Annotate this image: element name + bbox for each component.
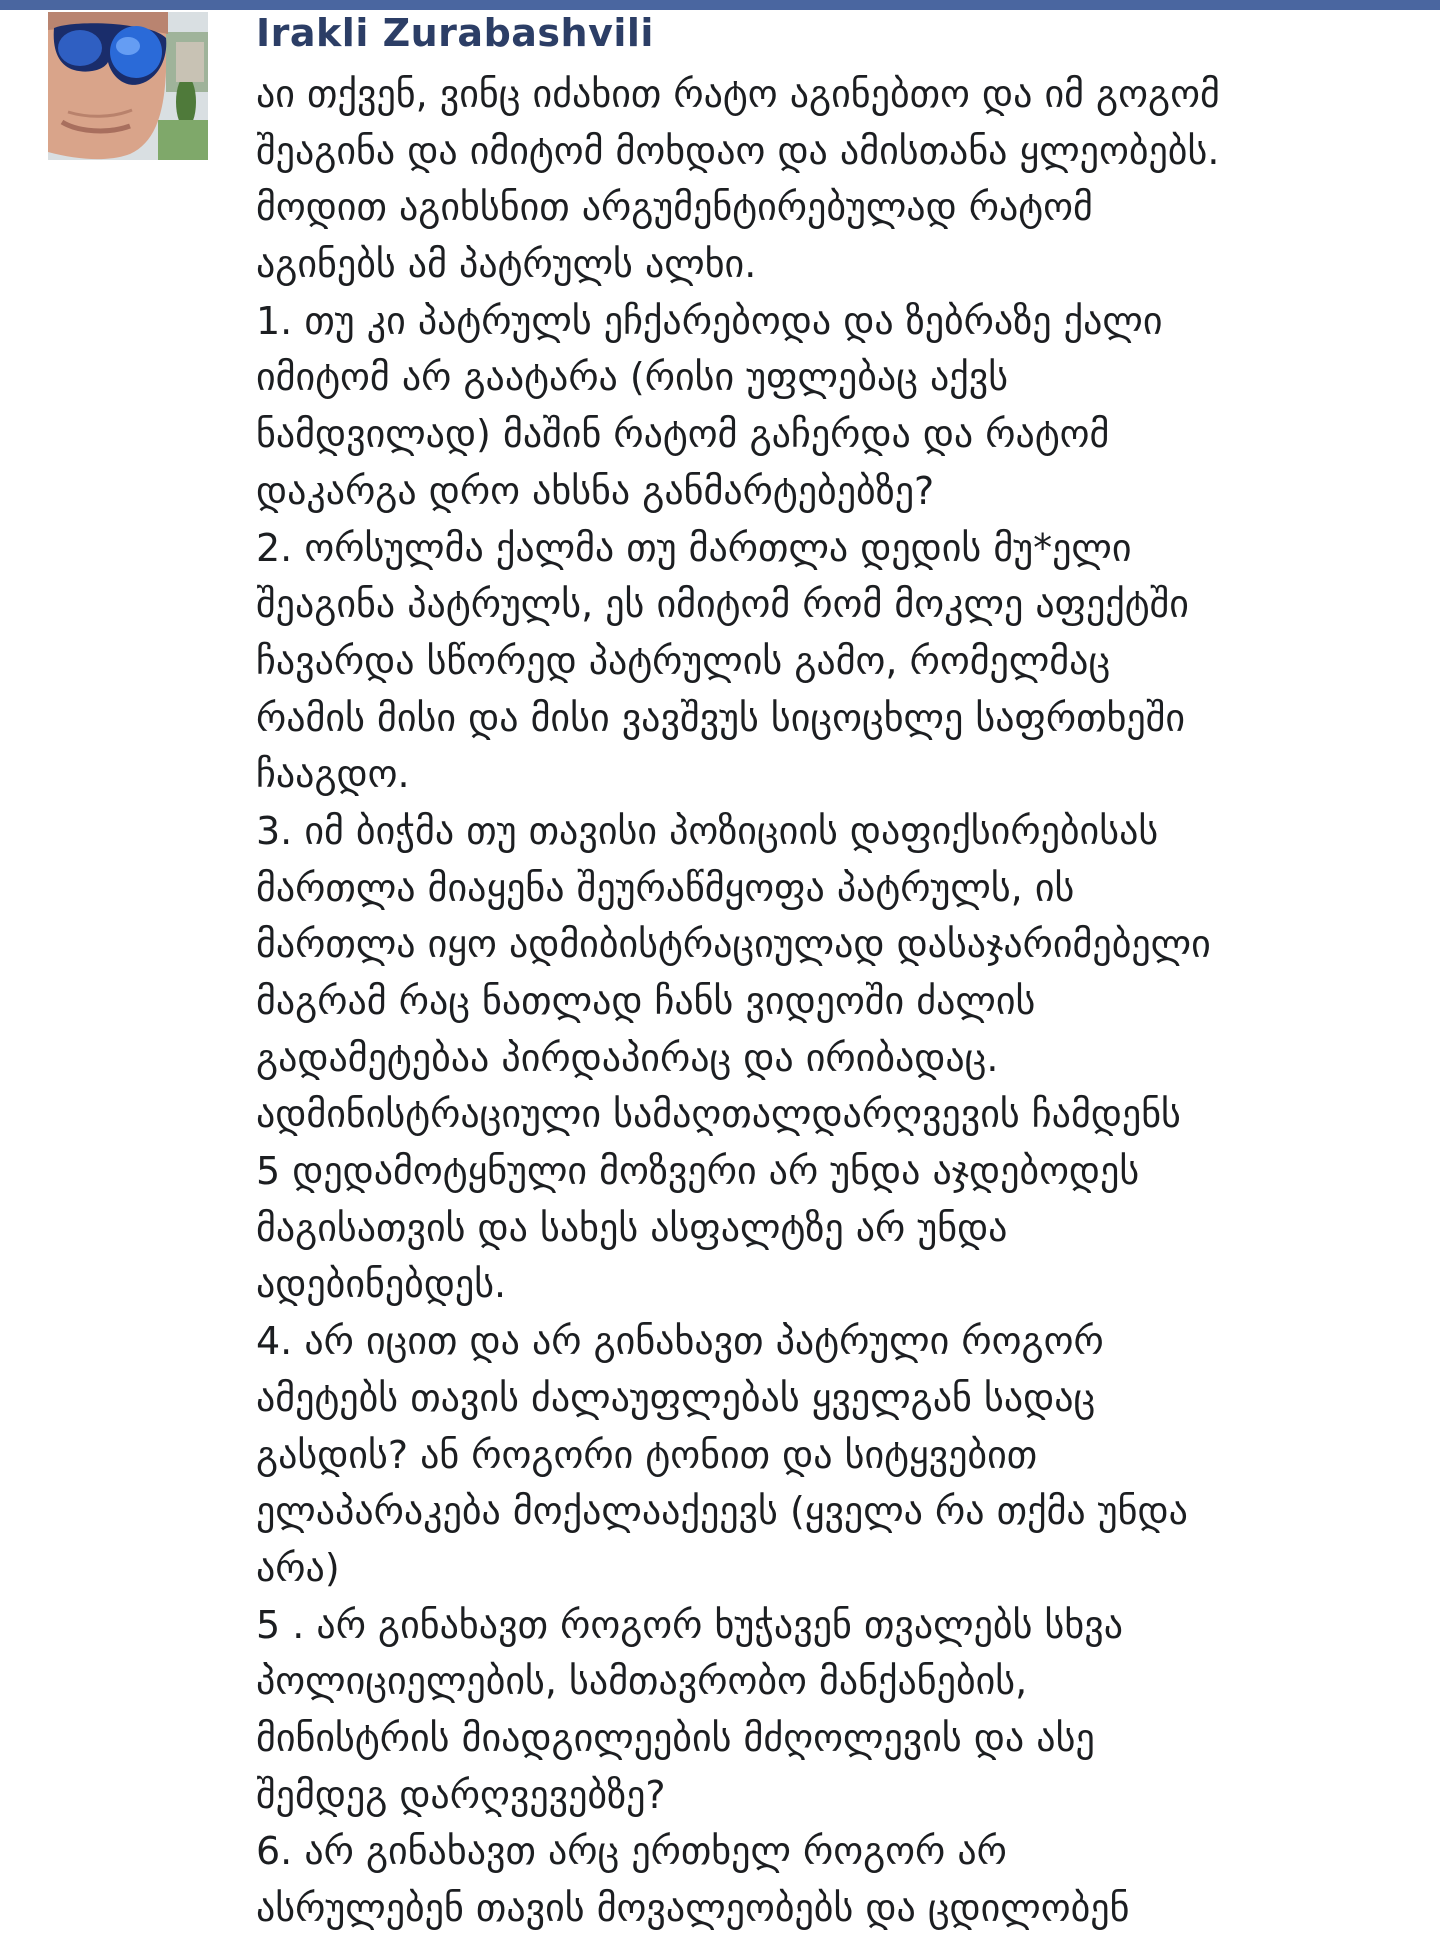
post-line: მართლა მიაყენა შეურაწმყოფა პატრულს, ის	[256, 865, 1075, 910]
post-body	[256, 66, 1416, 1937]
post-line: ასრულებენ თავის მოვალეობებს და ცდილობენ	[256, 1886, 1130, 1930]
post-line: მაგისათვის და სახეს ასფალტზე არ უნდა	[256, 1205, 1008, 1250]
post-line: 6. არ გინახავთ არც ერთხელ როგორ არ	[256, 1829, 1007, 1874]
post	[256, 8, 1416, 1937]
post-line: ნამდვილად) მაშინ რატომ გაჩერდა და რატომ	[256, 412, 1110, 457]
post-line: რამის მისი და მისი ვავშვუს სიცოცხლე საფრთხეში	[256, 695, 1186, 740]
post-line: მართლა იყო ადმიბისტრაციულად დასაჯარიმებელი	[256, 922, 1211, 967]
post-line: 2. ორსულმა ქალმა თუ მართლა დედის მუ*ელი	[256, 525, 1132, 570]
post-line: ჩააგდო.	[256, 752, 410, 797]
post-line: მინისტრის მიადგილეების მძღოლევის და ასე	[256, 1715, 1095, 1760]
post-line: შემდეგ დარღვევებზე?	[256, 1772, 666, 1817]
post-line: მაგრამ რაც ნათლად ჩანს ვიდეოში ძალის	[256, 979, 1036, 1023]
post-line: ამეტებს თავის ძალაუფლებას ყველგან სადაც	[256, 1375, 1096, 1420]
post-line: გასდის? ან როგორი ტონით და სიტყვებით	[256, 1432, 1038, 1477]
post-line: გადამეტებაა პირდაპირაც და ირიბადაც.	[256, 1035, 999, 1080]
avatar[interactable]	[48, 12, 208, 160]
post-line: იმიტომ არ გაატარა (რისი უფლებაც აქვს	[256, 355, 1009, 400]
post-line: 5 . არ გინახავთ როგორ ხუჭავენ თვალებს სხვა	[256, 1602, 1123, 1647]
post-line: 4. არ იცით და არ გინახავთ პატრული როგორ	[256, 1319, 1104, 1364]
post-line: 3. იმ ბიჭმა თუ თავისი პოზიციის დაფიქსირებისას	[256, 808, 1159, 853]
post-line: არა)	[256, 1545, 340, 1590]
post-line: ადმინისტრაციული სამაღთალდარღვევის ჩამდენს	[256, 1092, 1181, 1137]
author-name[interactable]: Irakli Zurabashvili	[256, 11, 654, 55]
post-line: აგინებს ამ პატრულს ალხი.	[256, 242, 757, 287]
post-line: შეაგინა პატრულს, ეს იმიტომ რომ მოკლე აფექტში	[256, 582, 1189, 627]
post-line: მოდით აგიხსნით არგუმენტირებულად რატომ	[256, 185, 1093, 230]
post-line: დაკარგა დრო ახსნა განმარტებებზე?	[256, 468, 935, 513]
post-line: ელაპარაკება მოქალააქეევს (ყველა რა თქმა უნდა	[256, 1489, 1188, 1534]
post-line: ჩავარდა სწორედ პატრულის გამო, რომელმაც	[256, 638, 1111, 683]
post-line: შეაგინა და იმიტომ მოხდაო და ამისთანა ყლეობებს.	[256, 128, 1220, 173]
post-line: 1. თუ კი პატრულს ეჩქარებოდა და ზებრაზე ქალი	[256, 298, 1163, 343]
post-line: პოლიციელების, სამთავრობო მანქანების,	[256, 1659, 1028, 1704]
post-line: აი თქვენ, ვინც იძახით რატო აგინებთო და იმ გოგომ	[256, 72, 1220, 116]
post-line: 5 დედამოტყნული მოზვერი არ უნდა აჯდებოდეს	[256, 1149, 1140, 1194]
post-line: ადებინებდეს.	[256, 1262, 507, 1307]
